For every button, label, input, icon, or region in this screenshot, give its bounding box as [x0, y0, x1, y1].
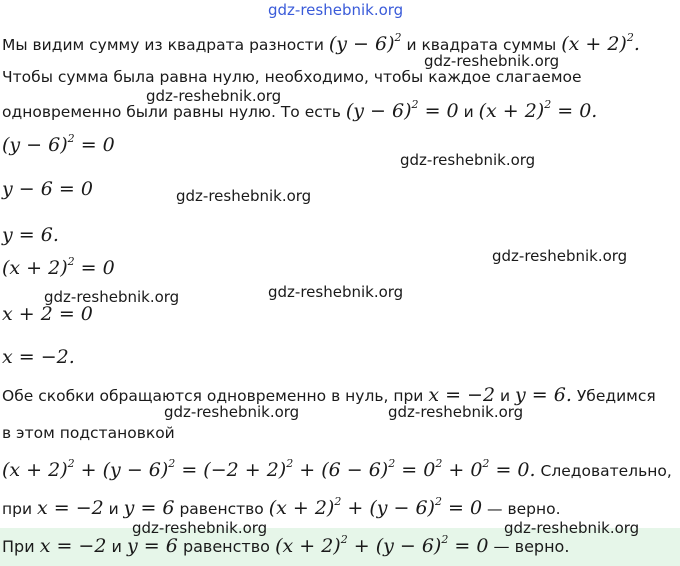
math-y-eq-6: y = 6.: [515, 384, 572, 406]
watermark: gdz-reshebnik.org: [492, 247, 628, 265]
text-l10-a: Обе скобки обращаются одновременно в нуль, при: [2, 387, 424, 405]
watermark-top: gdz-reshebnik.org: [268, 1, 404, 19]
equation-1: $(y - 6)^2 = 0$: [2, 131, 115, 156]
watermark: gdz-reshebnik.org: [268, 283, 404, 301]
text-l10-b: и: [500, 387, 511, 405]
watermark: gdz-reshebnik.org: [400, 151, 536, 169]
text-l10-c: Убедимся: [576, 387, 656, 405]
text-l3-b: и: [463, 103, 474, 121]
text-l13-b: и: [108, 500, 119, 518]
text-ans-d: — верно.: [493, 537, 570, 556]
math-x-eq-m2: x = −2: [39, 535, 107, 557]
math-y-minus-6: $(y - 6)^2$: [328, 30, 402, 55]
math-sum-eq-0: $(x + 2)^2 + (y - 6)^2 = 0$: [268, 494, 483, 519]
math-substitution: $(x + 2)^2 + (y - 6)^2 = (-2 + 2)^2 + (6 - 6)^2 = 0^2 + 0^2 = 0$.: [2, 456, 536, 481]
text-l3-a: одновременно были равны нулю. То есть: [2, 103, 341, 121]
text-ans-a: При: [2, 537, 35, 556]
line-10: [2, 384, 656, 407]
text-l13-a: при: [2, 500, 33, 518]
math-y-eq-6: y = 6: [123, 497, 175, 519]
line-11: [2, 422, 175, 444]
text-l12-end: Следовательно,: [540, 462, 672, 480]
math-eq-1: $(y - 6)^2 = 0$: [345, 97, 459, 122]
text-l2: Чтобы сумма была равна нулю, необходимо, чтобы каждое слагаемое: [2, 68, 582, 86]
watermark: gdz-reshebnik.org: [504, 519, 640, 537]
math-eq-2: $(x + 2)^2 = 0$.: [478, 97, 598, 122]
equation-2: y − 6 = 0: [2, 178, 93, 200]
text-l1-b: и квадрата суммы: [406, 36, 557, 54]
math-sum-eq-0: $(x + 2)^2 + (y - 6)^2 = 0$: [275, 532, 489, 557]
watermark: gdz-reshebnik.org: [146, 87, 282, 105]
text-l13-c: равенство: [179, 500, 264, 518]
text-l13-d: — верно.: [487, 500, 561, 518]
equation-3: y = 6.: [2, 224, 59, 246]
watermark: gdz-reshebnik.org: [388, 403, 524, 421]
text-ans-b: и: [111, 537, 122, 556]
equation-4: $(x + 2)^2 = 0$: [2, 254, 115, 279]
watermark: gdz-reshebnik.org: [164, 403, 300, 421]
line-3: [2, 97, 598, 123]
line-2: [2, 66, 582, 88]
watermark: gdz-reshebnik.org: [44, 288, 180, 306]
math-y-eq-6: y = 6: [127, 535, 178, 557]
line-12: [2, 456, 672, 482]
text-l11: в этом подстановкой: [2, 424, 175, 442]
equation-6: x = −2.: [2, 346, 75, 368]
math-x-eq-m2: x = −2: [428, 384, 496, 406]
math-x-eq-m2: x = −2: [36, 497, 104, 519]
text-ans-c: равенство: [182, 537, 270, 556]
equation-5: x + 2 = 0: [2, 303, 93, 325]
line-13: [2, 494, 561, 520]
watermark: gdz-reshebnik.org: [132, 519, 268, 537]
watermark: gdz-reshebnik.org: [424, 52, 560, 70]
text-l1-a: Мы видим сумму из квадрата разности: [2, 36, 324, 54]
math-x-plus-2: $(x + 2)^2$.: [561, 30, 640, 55]
watermark: gdz-reshebnik.org: [176, 187, 312, 205]
answer-line: [2, 532, 570, 558]
